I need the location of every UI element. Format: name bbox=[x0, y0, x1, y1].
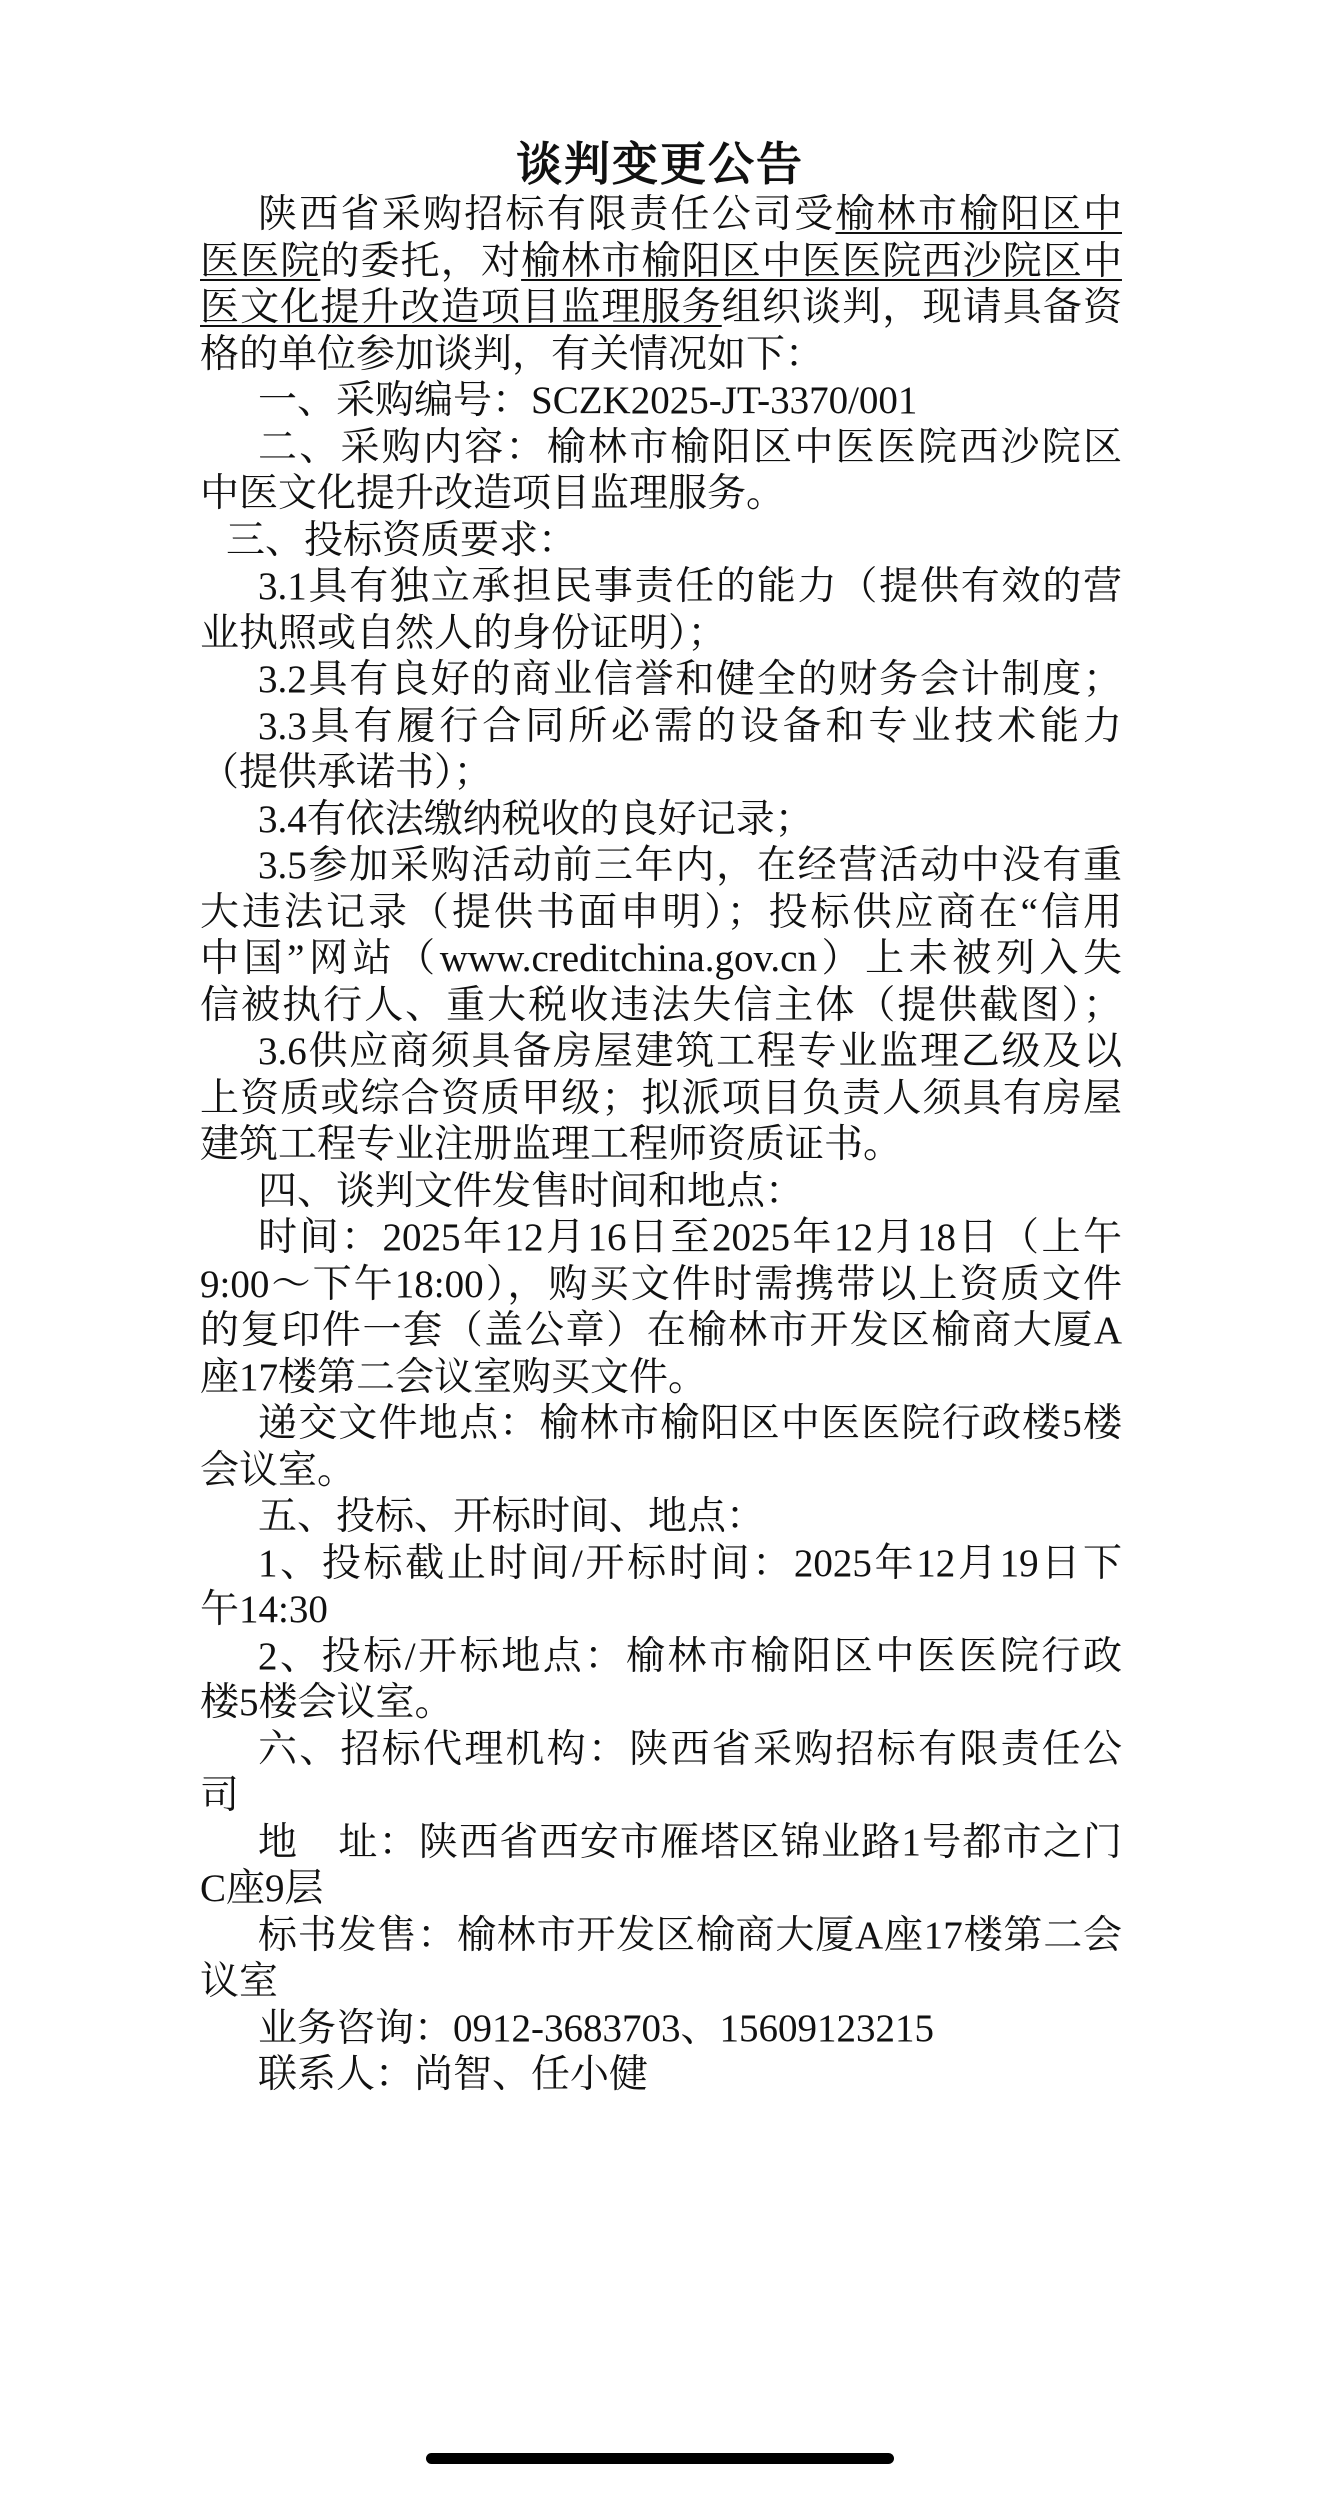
requirement-3-4: 3.4有依法缴纳税收的良好记录； bbox=[258, 797, 814, 841]
requirement-3-1: 业执照或自然人的身份证明）； bbox=[200, 611, 727, 655]
requirement-3-3: （提供承诺书）； bbox=[200, 751, 493, 794]
section-heading: 五、投标、开标时间、地点： bbox=[258, 1495, 766, 1538]
requirement-3-5: 信被执行人、重大税收违法失信主体（提供截图）； bbox=[200, 983, 1122, 1027]
document-sale-location: 议室 bbox=[200, 1960, 279, 2003]
project-name: 医文化提升改造项目监理服务 bbox=[200, 286, 722, 329]
requirement-3-2: 3.2具有良好的商业信誉和健全的财务会计制度； bbox=[258, 658, 1122, 701]
agency: 司 bbox=[200, 1774, 240, 1817]
intro-line bbox=[200, 192, 1122, 239]
sale-time: 座17楼第二会议室购买文件。 bbox=[200, 1355, 708, 1399]
intro-line bbox=[200, 285, 1122, 332]
intro-line bbox=[200, 239, 1122, 286]
submission-location: 会议室。 bbox=[200, 1448, 357, 1492]
business-phone: 业务咨询：0912-3683703、15609123215 bbox=[258, 2006, 934, 2050]
home-indicator[interactable] bbox=[426, 2453, 894, 2464]
requirement-3-6: 上资质或综合资质甲级；拟派项目负责人须具有房屋 bbox=[200, 1076, 1122, 1120]
intro-line: 格的单位参加谈判，有关情况如下： bbox=[200, 332, 825, 376]
text: 组织谈判，现请具备资 bbox=[721, 286, 1122, 329]
requirement-3-6: 3.6供应商须具备房屋建筑工程专业监理乙级及以 bbox=[258, 1030, 1122, 1073]
agency-address: 地 址：陕西省西安市雁塔区锦业路1号都市之门 bbox=[258, 1820, 1122, 1864]
procurement-number: 一、采购编号：SCZK2025-JT-3370/001 bbox=[258, 379, 918, 422]
sale-time: 9:00～下午18:00），购买文件时需携带以上资质文件 bbox=[200, 1262, 1122, 1306]
section-heading: 三、投标资质要求： bbox=[226, 518, 578, 562]
requirement-3-3: 3.3具有履行合同所必需的设备和专业技术能力 bbox=[258, 704, 1122, 748]
requirement-3-1: 3.1具有独立承担民事责任的能力（提供有效的营 bbox=[258, 565, 1122, 608]
requirement-3-5: 3.5参加采购活动前三年内，在经营活动中没有重 bbox=[258, 844, 1122, 887]
text: 陕西省采购招标有限责任公司受 bbox=[258, 193, 836, 236]
contact-persons: 联系人：尚智、任小健 bbox=[258, 2053, 649, 2096]
agency: 六、招标代理机构：陕西省采购招标有限责任公 bbox=[258, 1727, 1122, 1771]
submission-location: 递交文件地点：榆林市榆阳区中医医院行政楼5楼 bbox=[258, 1402, 1122, 1445]
text: 的委托，对 bbox=[320, 239, 522, 283]
announcement-body bbox=[200, 192, 1122, 2099]
procurement-content: 二、采购内容：榆林市榆阳区中医医院西沙院区 bbox=[258, 425, 1122, 469]
project-name: 榆林市榆阳区中医医院西沙院区中 bbox=[521, 239, 1122, 283]
bid-deadline: 1、投标截止时间/开标时间：2025年12月19日下 bbox=[258, 1541, 1122, 1585]
document-sale-location: 标书发售：榆林市开发区榆商大厦A座17楼第二会 bbox=[258, 1913, 1122, 1957]
requirement-3-5: 中国”网站（www.creditchina.gov.cn）上未被列入失 bbox=[200, 937, 1122, 980]
bid-location: 2、投标/开标地点：榆林市榆阳区中医医院行政 bbox=[258, 1634, 1122, 1678]
client-name: 医医院 bbox=[200, 239, 321, 283]
procurement-content: 中医文化提升改造项目监理服务。 bbox=[200, 472, 786, 515]
agency-address: C座9层 bbox=[200, 1867, 324, 1910]
document-title: 谈判变更公告 bbox=[516, 137, 804, 191]
client-name: 榆林市榆阳区中 bbox=[835, 193, 1122, 236]
section-heading: 四、谈判文件发售时间和地点： bbox=[258, 1169, 805, 1213]
requirement-3-6: 建筑工程专业注册监理工程师资质证书。 bbox=[200, 1123, 903, 1166]
requirement-3-5: 大违法记录（提供书面申明）；投标供应商在“信用 bbox=[200, 890, 1122, 934]
bid-deadline: 午14:30 bbox=[200, 1588, 328, 1631]
bid-location: 楼5楼会议室。 bbox=[200, 1681, 454, 1724]
sale-time: 时间：2025年12月16日至2025年12月18日（上午 bbox=[258, 1216, 1122, 1259]
sale-time: 的复印件一套（盖公章）在榆林市开发区榆商大厦A bbox=[200, 1309, 1122, 1352]
